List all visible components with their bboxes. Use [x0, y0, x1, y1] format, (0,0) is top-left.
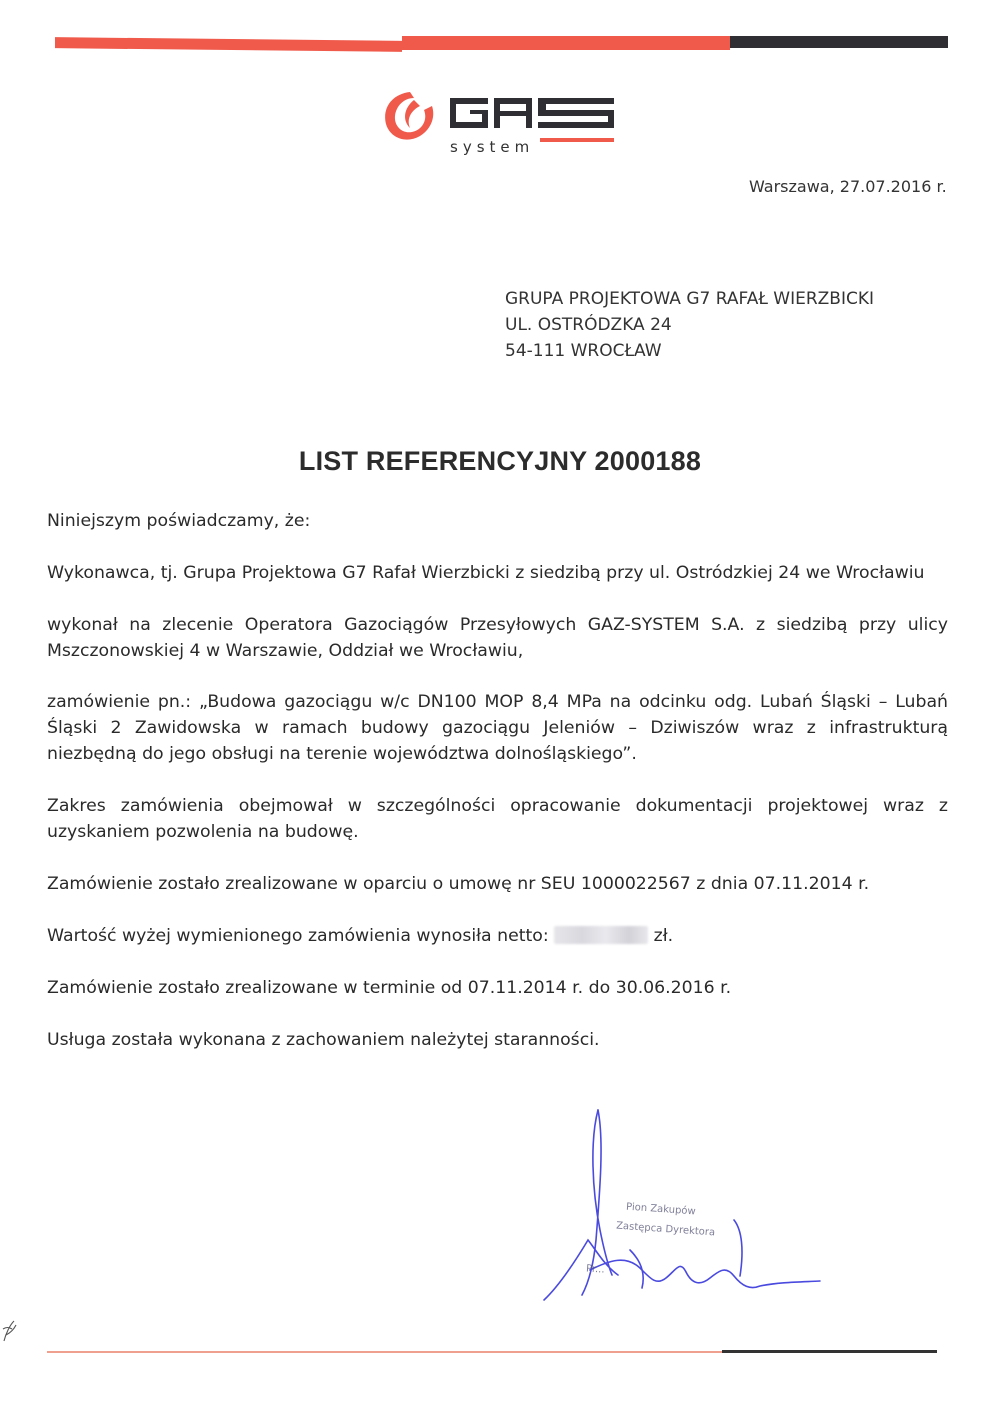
paragraph-contract: Zamówienie zostało zrealizowane w oparciu o umowę nr SEU 1000022567 z dnia 07.11.2014 r.	[47, 874, 870, 894]
recipient-name: GRUPA PROJEKTOWA G7 RAFAŁ WIERZBICKI	[505, 289, 875, 309]
value-prefix: Wartość wyżej wymienionego zamówienia wynosiła netto:	[47, 926, 549, 946]
paragraph-term: Zamówienie zostało zrealizowane w terminie od 07.11.2014 r. do 30.06.2016 r.	[47, 978, 732, 998]
value-suffix: zł.	[653, 926, 674, 946]
paragraph-intro: Niniejszym poświadczamy, że:	[47, 511, 311, 531]
stamp-line-1: Pion Zakupów	[625, 1201, 696, 1218]
header-bar-segment-red-right	[402, 36, 730, 50]
header-color-bar	[55, 36, 948, 52]
paragraph-order: zamówienie pn.: „Budowa gazociągu w/c DN100 MOP 8,4 MPa na odcinku odg. Lubań Śląski – Lubań Śląski 2 Zawidowska w ramach budowy gazociągu Jeleniów – Dziwiszów wraz z infrastrukturą niezbędną do jego obsługi na terenie województwa dolnośląskiego”.	[47, 692, 948, 764]
logo-wordmark: system	[450, 138, 535, 156]
recipient-street: UL. OSTRÓDZKA 24	[505, 315, 672, 335]
redacted-value	[554, 926, 648, 944]
paragraph-closing: Usługa została wykonana z zachowaniem należytej staranności.	[47, 1030, 600, 1050]
stamp-line-3: Pr...	[585, 1263, 605, 1276]
paragraph-scope: Zakres zamówienia obejmował w szczególności opracowanie dokumentacji projektowej wraz z uzyskaniem pozwolenia na budowę.	[47, 796, 948, 842]
paragraph-value	[47, 923, 948, 949]
margin-initials	[0, 1315, 20, 1345]
recipient-city: 54-111 WROCŁAW	[505, 341, 662, 361]
paragraph-contractor: Wykonawca, tj. Grupa Projektowa G7 Rafał Wierzbicki z siedzibą przy ul. Ostródzkiej 24 we Wrocławiu	[47, 563, 925, 583]
document-title: LIST REFERENCYJNY 2000188	[298, 446, 702, 476]
recipient-address	[505, 286, 874, 364]
signature-with-stamp	[530, 1100, 830, 1310]
gaz-system-logo	[380, 86, 620, 156]
paragraph-client: wykonał na zlecenie Operatora Gazociągów Przesyłowych GAZ-SYSTEM S.A. z siedzibą przy ulicy Mszczonowskiej 4 w Warszawie, Oddział we Wrocławiu,	[47, 615, 948, 661]
header-bar-segment-red-left	[55, 37, 402, 52]
footer-color-bar	[47, 1350, 937, 1354]
document-date: Warszawa, 27.07.2016 r.	[749, 177, 947, 196]
initials-icon	[0, 1315, 20, 1345]
stamp-line-2: Zastępca Dyrektora	[615, 1220, 716, 1239]
footer-bar-segment-dark	[722, 1350, 937, 1353]
footer-bar-segment-red	[47, 1351, 722, 1353]
header-bar-segment-dark	[730, 36, 948, 48]
